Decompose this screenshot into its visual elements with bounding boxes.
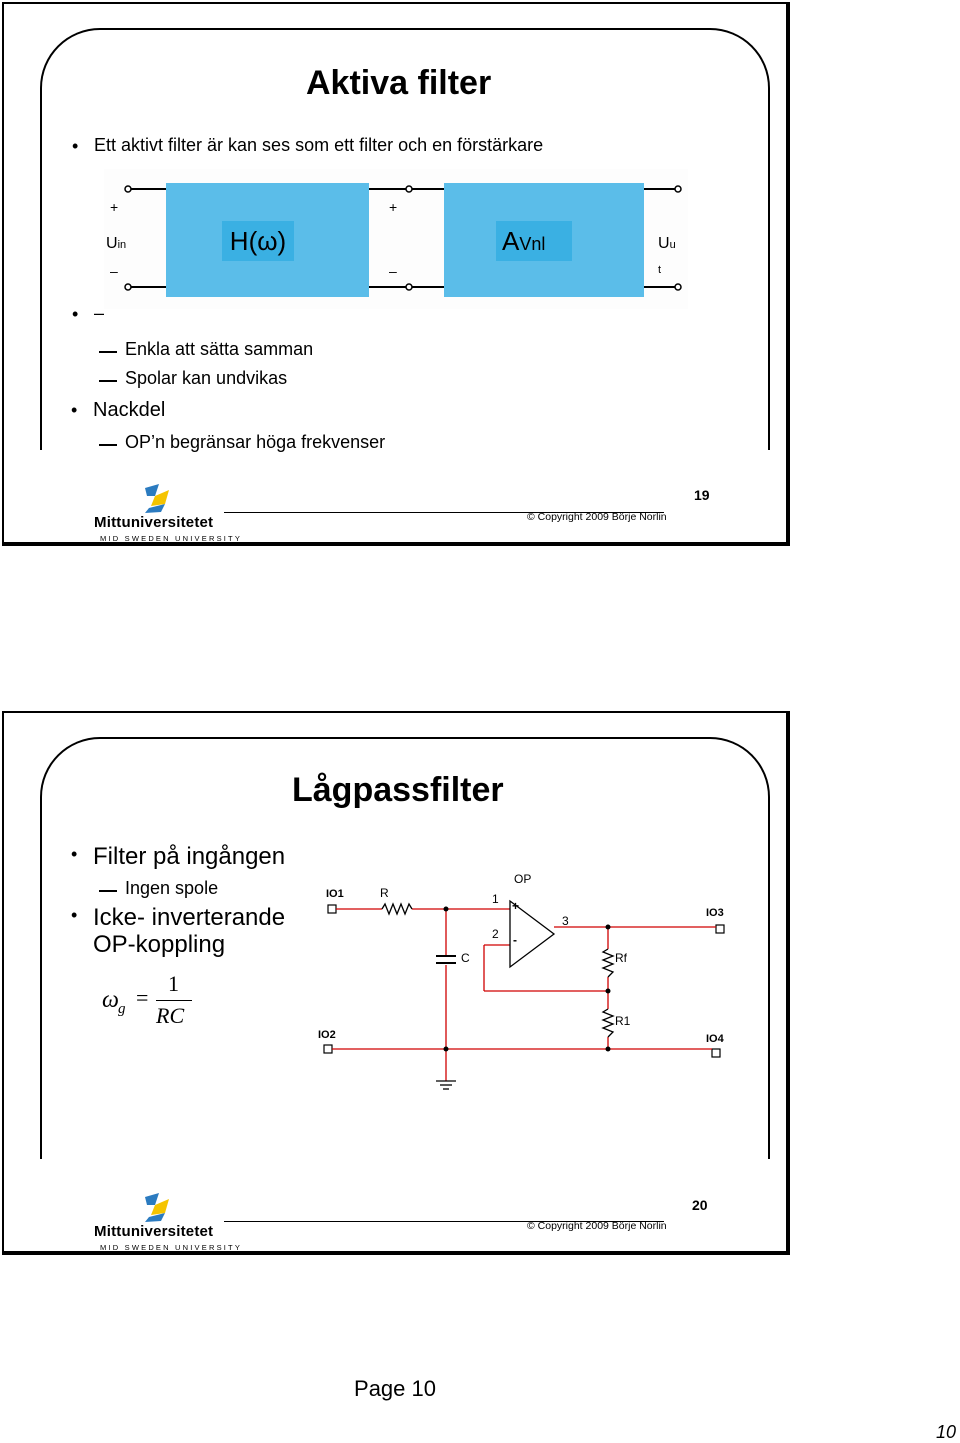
slide-number: 19 xyxy=(694,487,710,503)
slide-20 xyxy=(2,711,790,1255)
io3-terminal xyxy=(716,925,724,933)
resistor-rf xyxy=(603,949,613,977)
bullet-icke-cont: OP-koppling xyxy=(93,931,226,958)
io2-terminal xyxy=(324,1045,332,1053)
amplifier-label: AVnl xyxy=(496,221,572,261)
plus-in: + xyxy=(110,199,119,215)
logo-mark-icon xyxy=(139,482,179,514)
op-label: OP xyxy=(514,872,532,886)
opamp-minus: - xyxy=(513,933,517,947)
logo-name: Mittuniversitetet xyxy=(94,514,214,531)
slide-19 xyxy=(2,2,790,546)
io3-label: IO3 xyxy=(706,907,724,919)
pin3-label: 3 xyxy=(562,914,569,928)
rf-label: Rf xyxy=(615,951,627,965)
slide-title: Lågpassfilter xyxy=(292,771,504,809)
logo-sub: MID SWEDEN UNIVERSITY xyxy=(100,534,243,543)
r-label: R xyxy=(380,886,389,900)
slide-title: Aktiva filter xyxy=(306,64,492,102)
cutoff-formula: ω g = 1 RC xyxy=(100,971,210,1041)
page-footer: Page 10 xyxy=(354,1376,436,1401)
sub-enkla: Enkla att sätta samman xyxy=(125,339,314,359)
minus-mid: – xyxy=(389,263,397,279)
lowpass-circuit xyxy=(304,863,744,1103)
plus-mid: + xyxy=(389,199,398,215)
logo-sub: MID SWEDEN UNIVERSITY xyxy=(100,1243,243,1252)
io1-label: IO1 xyxy=(326,888,344,900)
uin-label: Uin xyxy=(106,235,127,252)
r1-label: R1 xyxy=(615,1014,631,1028)
sub-spolar: Spolar kan undvikas xyxy=(125,368,288,388)
pin1-label: 1 xyxy=(492,892,499,906)
block-diagram xyxy=(104,169,688,309)
uout-label: Uu xyxy=(658,235,676,252)
page-number: 10 xyxy=(935,1422,956,1442)
bullet-empty: • – xyxy=(94,303,104,324)
copyright: © Copyright 2009 Börje Norlin xyxy=(527,1220,667,1232)
sub-spole: Ingen spole xyxy=(125,878,219,898)
io2-label: IO2 xyxy=(318,1029,336,1041)
bullet-icke: • Icke- inverterande xyxy=(93,904,285,932)
c-label: C xyxy=(461,951,470,965)
resistor-r xyxy=(382,904,412,914)
minus-in: – xyxy=(110,263,118,279)
io1-terminal xyxy=(328,905,336,913)
sub-op: OP’n begränsar höga frekvenser xyxy=(125,432,386,452)
bullet-intro: • Ett aktivt filter är kan ses som ett filter och en förstärkare xyxy=(94,135,543,156)
logo-name: Mittuniversitetet xyxy=(94,1223,214,1240)
resistor-r1 xyxy=(603,1009,613,1037)
uout-sub2: t xyxy=(658,264,662,276)
pin2-label: 2 xyxy=(492,927,499,941)
copyright: © Copyright 2009 Börje Norlin xyxy=(527,511,667,523)
io4-terminal xyxy=(712,1049,720,1057)
logo-mark-icon xyxy=(139,1191,179,1223)
slide-number: 20 xyxy=(692,1197,708,1213)
bullet-filter: • Filter på ingången xyxy=(93,843,285,871)
opamp-plus: + xyxy=(512,899,520,913)
bullet-nackdel: • Nackdel xyxy=(93,399,165,422)
ground-icon xyxy=(436,1081,456,1089)
io4-label: IO4 xyxy=(706,1033,724,1045)
filter-label: H(ω) xyxy=(222,221,294,261)
